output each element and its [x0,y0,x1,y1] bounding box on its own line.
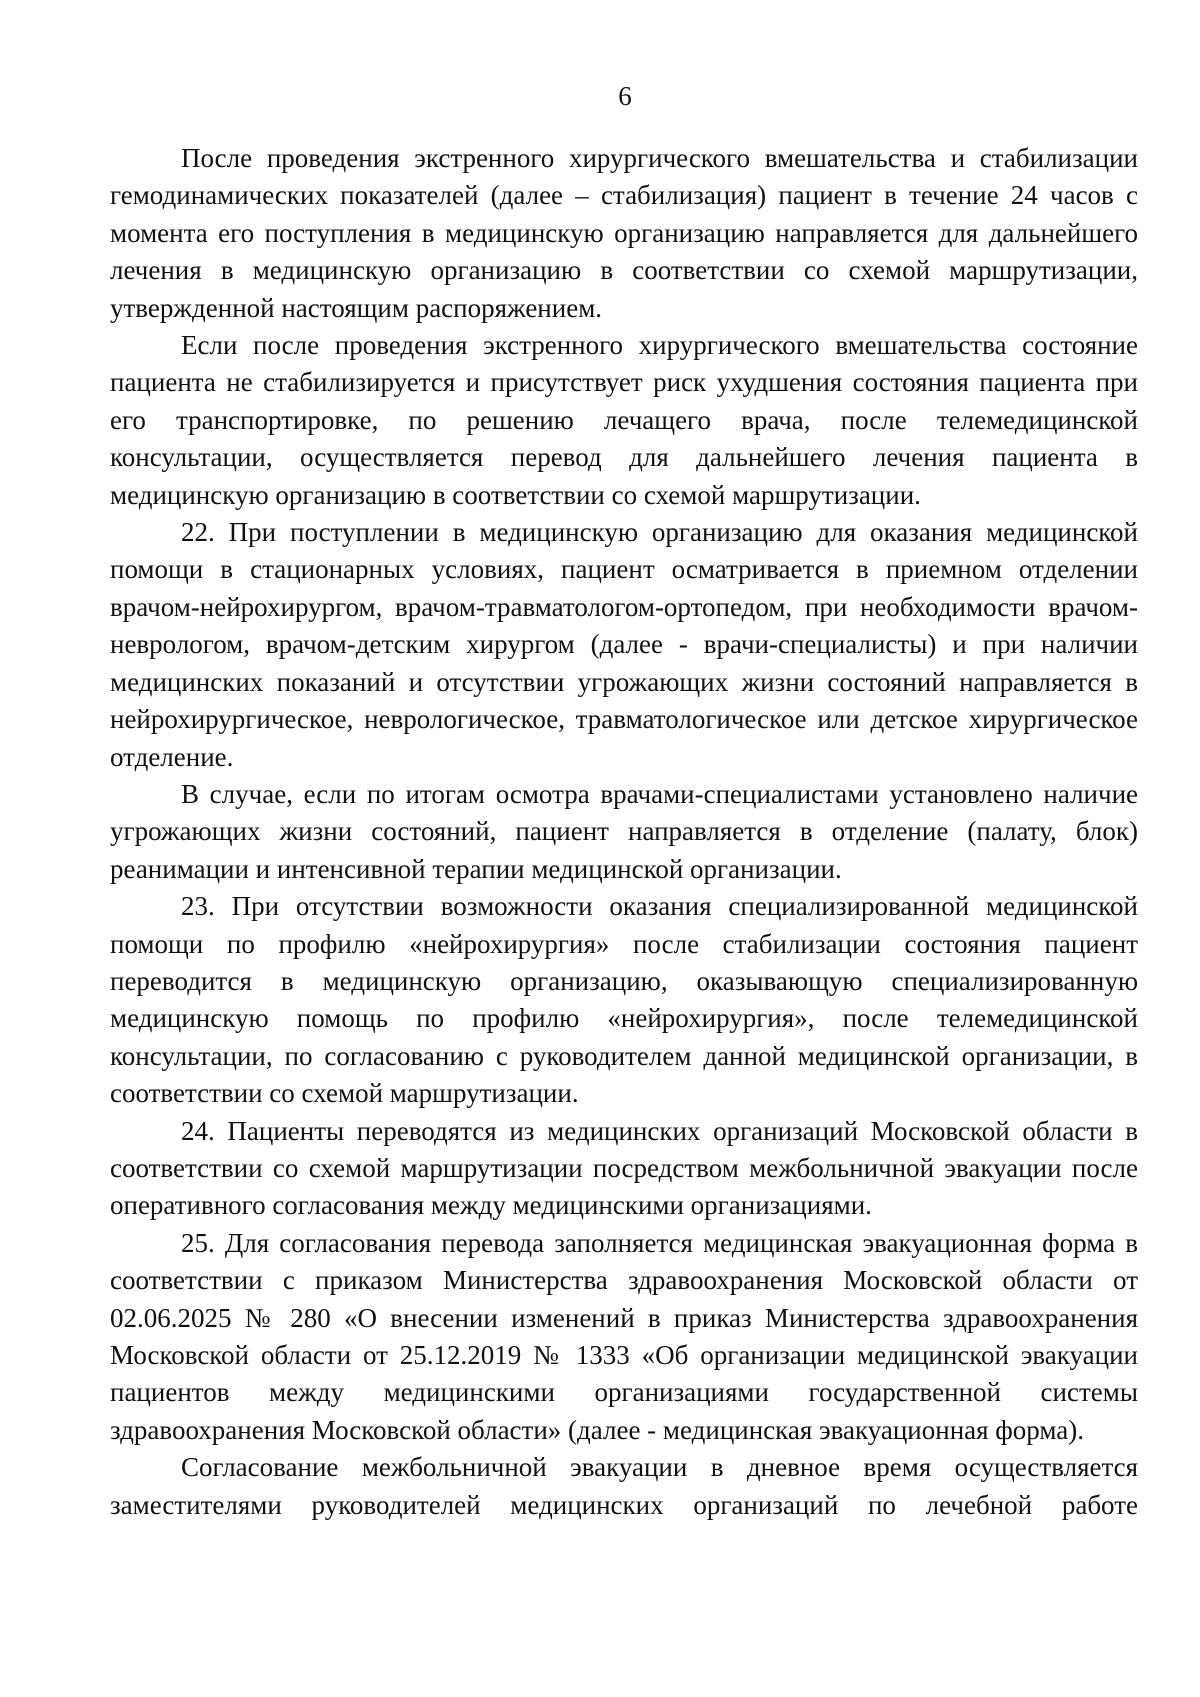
paragraph-daytime-approval: Согласование межбольничной эвакуации в дневное время осуществляется заместителями руководителей медицинских организаций по лечебной работе [110,1452,1138,1520]
paragraph-item-22: 22. При поступлении в медицинскую организацию для оказания медицинской помощи в стационарных условиях, пациент осматривается в приемном отделении врачом-нейрохирургом, врачом-травматологом-ортопедом, при необходимости врачом-неврологом, врачом-детским хирургом (далее - врачи-специалисты) и при наличии медицинских показаний и отсутствии угрожающих жизни состояний направляется в нейрохирургическое, неврологическое, травматологическое или детское хирургическое отделение. [110,517,1138,772]
paragraph-item-24: 24. Пациенты переводятся из медицинских организаций Московской области в соответствии со схемой маршрутизации посредством межбольничной эвакуации после оперативного согласования между медицинскими организациями. [110,1115,1138,1221]
paragraph-life-threatening: В случае, если по итогам осмотра врачами-специалистами установлено наличие угрожающих жизни состояний, пациент направляется в отделение (палату, блок) реанимации и интенсивной терапии медицинской организации. [110,778,1138,884]
paragraph-unstable-patient: Если после проведения экстренного хирургического вмешательства состояние пациента не стабилизируется и присутствует риск ухудшения состояния пациента при его транспортировке, по решению лечащего врача, после телемедицинской консультации, осуществляется перевод для дальнейшего лечения пациента в медицинскую организацию в соответствии со схемой маршрутизации. [110,330,1138,510]
page-number: 6 [618,81,632,111]
paragraph-item-25: 25. Для согласования перевода заполняется медицинская эвакуационная форма в соответствии с приказом Министерства здравоохранения Московской области от 02.06.2025 № 280 «О внесении изменений в приказ Министерства здравоохранения Московской области от 25.12.2019 № 1333 «Об организации медицинской эвакуации пациентов между медицинскими организациями государственной системы здравоохранения Московской области» (далее - медицинская эвакуационная форма). [110,1227,1138,1445]
paragraph-stabilization-transfer: После проведения экстренного хирургического вмешательства и стабилизации гемодинамических показателей (далее – стабилизация) пациент в течение 24 часов с момента его поступления в медицинскую организацию направляется для дальнейшего лечения в медицинскую организацию в соответствии со схемой маршрутизации, утвержденной настоящим распоряжением. [110,143,1138,323]
document-body [110,140,1138,1524]
paragraph-item-23: 23. При отсутствии возможности оказания специализированной медицинской помощи по профилю «нейрохирургия» после стабилизации состояния пациент переводится в медицинскую организацию, оказывающую специализированную медицинскую помощь по профилю «нейрохирургия», после телемедицинской консультации, по согласованию с руководителем данной медицинской организации, в соответствии со схемой маршрутизации. [110,891,1138,1109]
